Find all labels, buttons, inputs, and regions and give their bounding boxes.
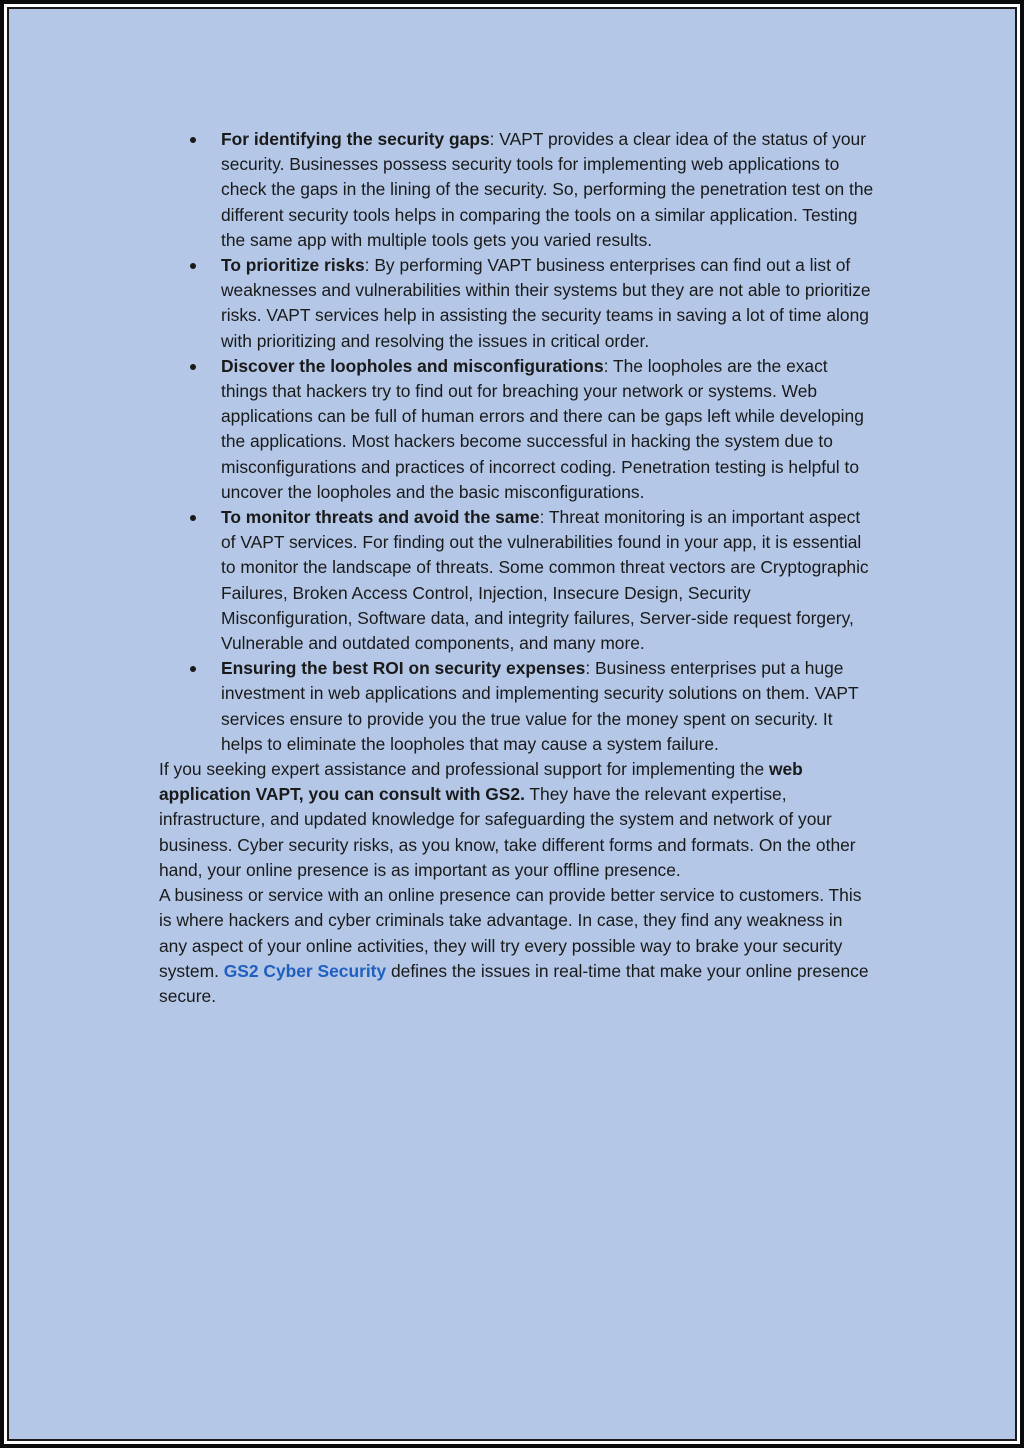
paragraph-text: A business or service with an online presence can provide better service to customers. This is where hackers and cyber criminals take advantage. In case, they find any weakness in any aspect of your online activities, they will try every possible way to brake your security system. xyxy=(159,885,862,981)
list-item-text: : The loopholes are the exact things that hackers try to find out for breaching your network or systems. Web applications can be full of human errors and there can be gaps left while developing the applications. Most hackers become successful in hacking the system due to misconfigurations and practices of incorrect coding. Penetration testing is helpful to uncover the loopholes and the basic misconfigurations. xyxy=(221,355,864,502)
bullet-icon xyxy=(190,515,196,521)
paragraph-text: If you seeking expert assistance and professional support for implementing the xyxy=(159,759,769,780)
list-item-term: Discover the loopholes and misconfigurations xyxy=(221,355,604,376)
bullet-icon xyxy=(190,137,196,143)
paragraph-text: defines the issues in real-time that make your online presence secure. xyxy=(159,960,869,1006)
list-item xyxy=(159,656,874,757)
list-item-term: To prioritize risks xyxy=(221,255,365,276)
list-item-text: : VAPT provides a clear idea of the status of your security. Businesses possess security tools for implementing web applications to check the gaps in the lining of the security. So, performing the penetration test on the different security tools helps in comparing the tools on a similar application. Testing the same app with multiple tools gets you varied results. xyxy=(221,129,874,250)
document-body xyxy=(159,127,874,1009)
gs2-cyber-security-link[interactable]: GS2 Cyber Security xyxy=(223,960,387,981)
list-item-text: : Threat monitoring is an important aspect of VAPT services. For finding out the vulnerabilities found in your app, it is essential to monitor the landscape of threats. Some common threat vectors are Cryptographic Failures, Broken Access Control, Injection, Insecure Design, Security Misconfiguration, Software data, and integrity failures, Server-side request forgery, Vulnerable and outdated components, and many more. xyxy=(221,507,869,654)
list-item xyxy=(159,253,874,354)
benefits-list xyxy=(159,127,874,757)
bullet-icon xyxy=(190,263,196,269)
list-item-term: Ensuring the best ROI on security expenses xyxy=(221,658,586,679)
list-item xyxy=(159,505,874,656)
list-item-term: To monitor threats and avoid the same xyxy=(221,507,540,528)
online-presence-paragraph xyxy=(159,883,874,1009)
consultation-paragraph xyxy=(159,757,874,883)
bullet-icon xyxy=(190,666,196,672)
list-item xyxy=(159,127,874,253)
list-item-text: : Business enterprises put a huge investment in web applications and implementing security solutions on them. VAPT services ensure to provide you the true value for the money spent on security. It helps to eliminate the loopholes that may cause a system failure. xyxy=(221,658,859,754)
bullet-icon xyxy=(190,364,196,370)
list-item-text: : By performing VAPT business enterprises can find out a list of weaknesses and vulnerabilities within their systems but they are not able to prioritize risks. VAPT services help in assisting the security teams in saving a lot of time along with prioritizing and resolving the issues in critical order. xyxy=(221,255,871,351)
paragraph-text: They have the relevant expertise, infrastructure, and updated knowledge for safeguarding the system and network of your business. Cyber security risks, as you know, take different forms and formats. On the other hand, your online presence is as important as your offline presence. xyxy=(159,784,856,880)
list-item-term: For identifying the security gaps xyxy=(221,129,490,149)
paragraph-emphasis: web application VAPT, you can consult with GS2. xyxy=(159,759,803,805)
list-item xyxy=(159,354,874,505)
